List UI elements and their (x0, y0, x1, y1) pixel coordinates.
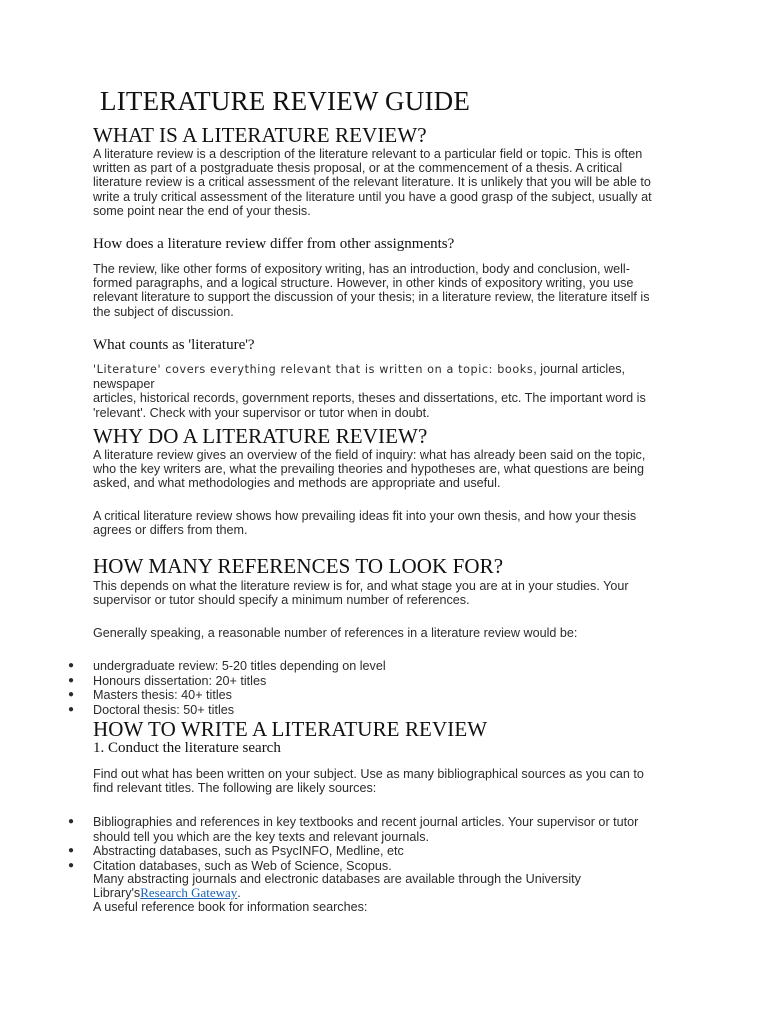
paragraph-differ (93, 262, 673, 319)
bullet-icon: ● (68, 845, 75, 857)
bullet-icon: ● (68, 660, 75, 671)
text-line: the subject of discussion. (93, 304, 234, 319)
text-line: write a truly critical assessment of the literature until you have a good grasp of the subject, usually at (93, 189, 652, 204)
text-line: asked, and what methodologies and methods are appropriate and useful. (93, 476, 501, 491)
research-gateway-link[interactable]: Research Gateway (140, 885, 238, 901)
text-line: who the key writers are, what the prevailing theories and hypotheses are, what questions are being (93, 462, 644, 477)
text-line: some point near the end of your thesis. (93, 203, 311, 218)
list-item-text: Citation databases, such as Web of Science, Scopus. (93, 858, 392, 873)
page-title: LITERATURE REVIEW GUIDE (100, 86, 471, 116)
heading-counts: What counts as 'literature'? (93, 337, 255, 353)
text-line: supervisor or tutor should specify a minimum number of references. (93, 593, 470, 608)
bullet-icon: ● (68, 816, 75, 827)
list-item (0, 703, 680, 718)
paragraph-what-is (93, 147, 673, 218)
paragraph-counts (93, 362, 673, 420)
list-item (0, 659, 680, 674)
list-item (0, 674, 680, 689)
text-line: A critical literature review shows how prevailing ideas fit into your own thesis, and how your thesis (93, 509, 637, 523)
reference-count-list (0, 659, 680, 717)
text-line (93, 886, 673, 900)
text-line: Find out what has been written on your subject. Use as many bibliographical sources as you can to (93, 767, 644, 781)
heading-how-to: HOW TO WRITE A LITERATURE REVIEW (93, 717, 488, 741)
paragraph-find-out (93, 767, 673, 795)
list-item-text: should tell you which are the key texts and relevant journals. (93, 829, 430, 844)
text-span: . (237, 886, 241, 901)
list-item-text: Masters thesis: 40+ titles (93, 688, 232, 703)
text-line: find relevant titles. The following are likely sources: (93, 781, 377, 796)
list-item (0, 688, 680, 703)
sources-list (0, 815, 680, 873)
text-line (93, 362, 673, 391)
heading-step-1: 1. Conduct the literature search (93, 740, 281, 756)
text-line: articles, historical records, government reports, theses and dissertations, etc. The important word is (93, 391, 646, 406)
list-item-text: Honours dissertation: 20+ titles (93, 673, 267, 688)
heading-how-many: HOW MANY REFERENCES TO LOOK FOR? (93, 554, 504, 578)
text-span: 'Literature' covers everything relevant that is written on a topic: books (93, 363, 534, 376)
text-line: The review, like other forms of expository writing, has an introduction, body and conclusion, well- (93, 262, 630, 276)
paragraph-library (93, 872, 673, 915)
bullet-icon: ● (68, 674, 75, 686)
text-span: Library's (93, 886, 141, 901)
bullet-icon: ● (68, 689, 75, 701)
text-line: This depends on what the literature review is for, and what stage you are at in your studies. Your (93, 579, 629, 593)
text-line: formed paragraphs, and a logical structure. However, in other kinds of expository writing, you use (93, 276, 634, 291)
text-line: literature review is a critical assessment of the relevant literature. It is unlikely that you will be able to (93, 175, 651, 190)
text-line: A literature review gives an overview of the field of inquiry: what has already been said on the topic, (93, 448, 646, 462)
text-line: Many abstracting journals and electronic databases are available through the University (93, 872, 581, 886)
text-line: A useful reference book for information searches: (93, 900, 368, 915)
list-item (0, 815, 680, 844)
text-line: written as part of a postgraduate thesis proposal, or at the commencement of a thesis. A critical (93, 161, 623, 176)
paragraph-why-critical (93, 509, 673, 537)
text-line: 'relevant'. Check with your supervisor or tutor when in doubt. (93, 405, 430, 420)
bullet-icon: ● (68, 859, 75, 871)
list-item-text: Doctoral thesis: 50+ titles (93, 702, 235, 717)
text-line: agrees or differs from them. (93, 523, 248, 538)
paragraph-why (93, 448, 673, 491)
heading-why: WHY DO A LITERATURE REVIEW? (93, 424, 428, 448)
text-line: A literature review is a description of the literature relevant to a particular field or topic. This is often (93, 147, 643, 161)
heading-differ: How does a literature review differ from other assignments? (93, 236, 455, 252)
list-item (0, 844, 680, 859)
list-item-text: undergraduate review: 5-20 titles depending on level (93, 659, 386, 673)
list-item-text: Bibliographies and references in key textbooks and recent journal articles. Your supervisor or tutor (93, 815, 639, 829)
text-span: , journal articles, newspaper (93, 362, 625, 392)
paragraph-generally: Generally speaking, a reasonable number of references in a literature review would be: (93, 626, 578, 640)
heading-what-is: WHAT IS A LITERATURE REVIEW? (93, 123, 427, 147)
bullet-icon: ● (68, 703, 75, 715)
paragraph-how-many (93, 579, 673, 607)
text-line: relevant literature to support the discussion of your thesis; in a literature review, the literature itself is (93, 290, 650, 305)
list-item-text: Abstracting databases, such as PsycINFO, Medline, etc (93, 844, 404, 859)
